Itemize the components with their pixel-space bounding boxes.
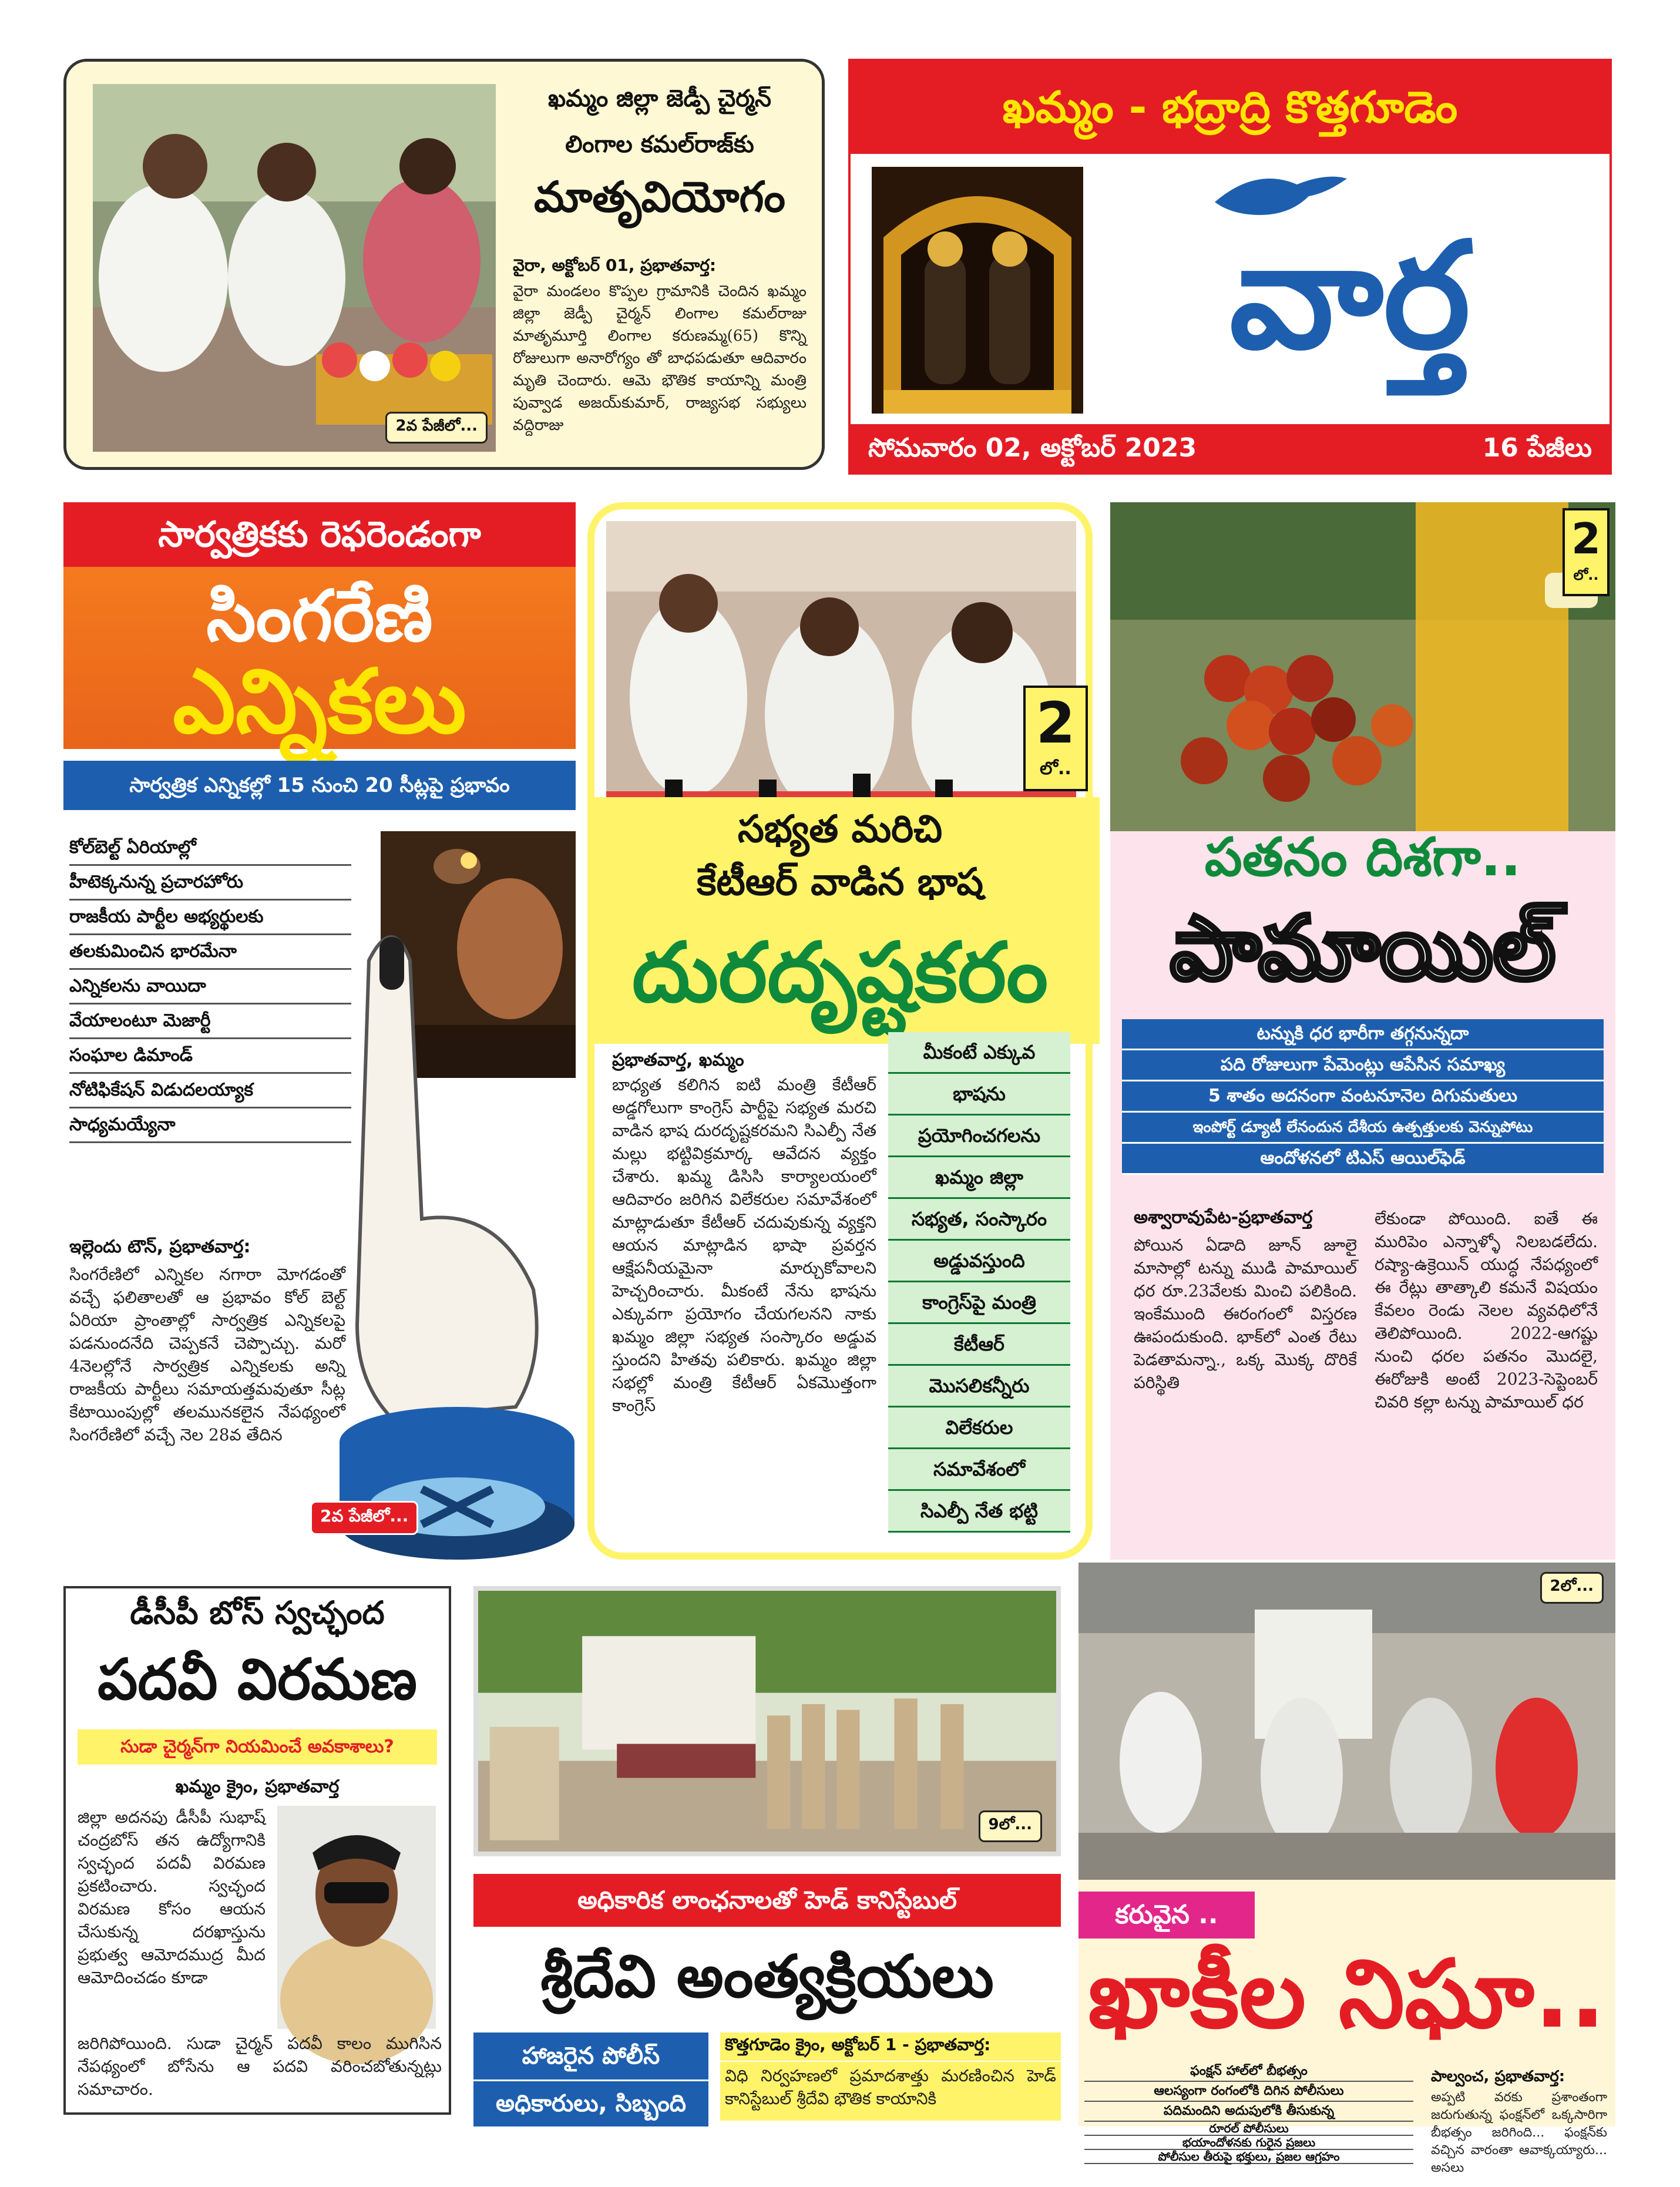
- dsp-dateline: ఖమ్మం క్రైం, ప్రభాతవార్త: [175, 1776, 340, 1797]
- dsp-panel: [63, 1586, 451, 2115]
- list-item: రూరల్ పోలీసులు: [1084, 2122, 1413, 2136]
- palmoil-dateline: అశ్వారావుపేట-ప్రభాతవార్త: [1134, 1207, 1313, 1228]
- page-count: 16 పేజీలు: [1482, 433, 1592, 463]
- palmoil-body-left: పోయిన ఏడాది జూన్ జూలై మాసాల్లో టన్ను ముడి పామాయిల్ ధర రూ.23వేలకు మించి పలికింది. ఇంకేముంది ఈరంగంలో విస్తరణ ఊపందుకుంది. భాక్‌లో ఎంత రేటు పెడతామన్నా., ఒక్క మొక్క దొరికే పరిస్థితి: [1134, 1235, 1357, 1392]
- badge-text: లో..: [1573, 567, 1599, 583]
- ktr-head1: సభ్యత మరిచి: [737, 808, 943, 851]
- list-item: సభ్యత, సంస్కారం: [888, 1199, 1070, 1241]
- sridevi-headline: శ్రీదేవి అంత్యక్రియలు: [540, 1942, 994, 2011]
- singareni-dateline: ఇల్లెందు టౌన్, ప్రభాతవార్త:: [69, 1237, 251, 1257]
- dsp-headline: పదవీ విరమణ: [98, 1647, 417, 1712]
- list-item: తలకుమించిన భారమేనా: [69, 935, 351, 970]
- story-dateline: వైరా, అక్టోబర్ 01, ప్రభాతవార్త:: [513, 256, 717, 275]
- jump-tag[interactable]: 2వ పేజీలో...: [385, 412, 488, 444]
- masthead: [848, 59, 1612, 475]
- khaki-headline: ఖాకీల నిఘా..: [1088, 1939, 1606, 2049]
- list-item: కాంగ్రెస్‌పై మంత్రి: [888, 1282, 1070, 1324]
- list-item: పదిమందిని అదుపులోకి తీసుకున్న: [1084, 2102, 1413, 2122]
- list-item: నోటిఫికేషన్ విడుదలయ్యాక: [69, 1074, 351, 1108]
- palmoil-badge[interactable]: [1563, 508, 1610, 596]
- dsp-portrait: [277, 1806, 436, 2029]
- list-item: ఆలస్యంగా రంగంలోకి దిగిన పోలీసులు: [1084, 2082, 1413, 2102]
- list-item: భాషను: [888, 1074, 1070, 1116]
- singareni-kicker: సార్వత్రికకు రెఫరెండంగా: [63, 502, 576, 567]
- singareni-points: [69, 831, 351, 1143]
- singareni-body: సింగరేణిలో ఎన్నికల నగారా మోగడంతో వచ్చే ఫలితాలతో ఆ ప్రభావం కోల్ బెల్ట్ ఏరియా ప్రాంతాల్లో సార్వత్రిక ఎన్నికలపై పడనుందనేది చెప్పకనే చెప్పొచ్చు. మరో 4నెలల్లోనే సార్వత్రిక ఎన్నికలకు అన్ని రాజకీయ పార్టీలు సమాయత్తమవుతూ సీట్ల కేటాయింపుల్లో తలమునకలైన నేపథ్యంలో సింగరేణిలో వచ్చే నెల 28వ తేదిన: [69, 1265, 345, 1444]
- dsp-body: జిల్లా అదనపు డీసీపీ సుభాష్ చంద్రబోస్ తన ఉద్యోగానికి స్వచ్ఛంద పదవీ విరమణ ప్రకటించారు. స్వచ్ఛంద విరమణ కోసం ఆయన చేసుకున్న దరఖాస్తును ప్రభుత్వ ఆమోదముద్ర మీద ఆమోదించడం కూడా: [78, 1808, 266, 1987]
- ktr-side-points: [888, 1032, 1070, 1533]
- list-item: మీకంటే ఎక్కువ: [888, 1032, 1070, 1074]
- sridevi-side-line2: అధికారులు, సిబ్బంది: [495, 2090, 687, 2117]
- list-item: 5 శాతం అదనంగా వంటనూనెల దిగుమతులు: [1122, 1081, 1604, 1113]
- list-item: హీటెక్కనున్న ప్రచారహోరు: [69, 866, 351, 901]
- ballot-finger-graphic: [322, 913, 569, 1560]
- ktr-head2: కేటీఆర్ వాడిన భాష: [696, 861, 984, 904]
- list-item: మొసలికన్నీరు: [888, 1366, 1070, 1407]
- palmoil-panel: [1110, 502, 1615, 1560]
- temple-photo: [872, 167, 1083, 414]
- dsp-body-cont: జరిగిపోయింది. సుడా చైర్మన్ పదవీ కాలం ముగిసిన నేపథ్యంలో బోసేను ఆ పదవి వరించబోతున్నట్లు సమాచారం.: [78, 2034, 442, 2099]
- funeral-photo: [473, 1586, 1061, 1856]
- issue-date: సోమవారం 02, అక్టోబర్ 2023: [868, 433, 1197, 463]
- list-item: సంఘాల డిమాండ్: [69, 1039, 351, 1074]
- list-item: పది రోజులుగా పేమెంట్లు ఆపేసిన సమాఖ్య: [1122, 1050, 1604, 1081]
- sridevi-side-line1: హాజరైన పోలీస్: [473, 2033, 708, 2081]
- edition-banner: ఖమ్మం - భద్రాద్రి కొత్తగూడెం: [851, 61, 1610, 154]
- sridevi-body: విధి నిర్వహణలో ప్రమాదశాత్తు మరణించిన హెడ్ కానిస్టేబుల్ శ్రీదేవి భౌతిక కాయానికి: [720, 2062, 1061, 2121]
- story-kicker: ఖమ్మం జిల్లా జెడ్పీ చైర్మన్: [548, 85, 771, 112]
- ktr-headline: దురదృష్టకరం: [631, 925, 1049, 1021]
- badge-number: 2: [1036, 690, 1076, 756]
- sridevi-panel: [473, 1586, 1061, 2126]
- palm-fruit-photo: [1110, 502, 1615, 831]
- zp-chairman-photo: [93, 84, 496, 452]
- singareni-title: సింగరేణి: [206, 576, 433, 657]
- story-subhead: లింగాల కమల్‌రాజ్‌కు: [565, 131, 754, 158]
- ktr-dateline: ప్రభాతవార్త, ఖమ్మం: [612, 1050, 744, 1070]
- list-item: విలేకరుల: [888, 1407, 1070, 1449]
- jump-tag[interactable]: 9లో...: [979, 1810, 1042, 1842]
- elections-title: ఎన్నికలు: [173, 651, 466, 753]
- khaki-panel: [1078, 1563, 1615, 2175]
- list-item: వేయాలంటూ మెజార్టీ: [69, 1005, 351, 1039]
- story-headline: మాతృవియోగం: [534, 172, 785, 221]
- khaki-points: [1084, 2062, 1413, 2164]
- palmoil-points: [1122, 1019, 1604, 1175]
- list-item: ఫంక్షన్ హాల్‌లో బీభత్సం: [1084, 2062, 1413, 2082]
- ktr-badge[interactable]: [1023, 686, 1088, 791]
- list-item: ఖమ్మం జిల్లా: [888, 1157, 1070, 1199]
- singareni-panel: [63, 502, 576, 1560]
- list-item: కేటీఆర్: [888, 1324, 1070, 1366]
- function-hall-photo: [1078, 1563, 1615, 1880]
- badge-text: లో..: [1040, 758, 1071, 779]
- list-item: టన్నుకి ధర భారీగా తగ్గనున్నదా: [1122, 1019, 1604, 1050]
- jump-tag[interactable]: 2వ పేజీలో...: [310, 1501, 418, 1535]
- palmoil-body-right: లేకుండా పోయింది. ఐతే ఈ మురిపెం ఎన్నాళ్ళో నిలబడలేదు. రష్యా-ఉక్రెయిన్ యుద్ధ నేపధ్యంలో ఈ రేట్లు తాత్కాలి కమనే విషయం కేవలం రెండు నెలల వ్యవధిలోనే తెలిపోయింది. 2022-ఆగష్టు నుంచి ధరల పతనం మొదలై, ఈరోజుకి అంటే 2023-సెప్టెంబర్ చివరి కల్లా టన్ను పామాయిల్ ధర: [1375, 1209, 1598, 1412]
- list-item: సాధ్యమయ్యేనా: [69, 1108, 351, 1143]
- list-item: ఆందోళనలో టిఎస్ ఆయిల్‌ఫెడ్: [1122, 1144, 1604, 1175]
- dsp-strap: సుడా చైర్మన్‌గా నియమించే అవకాశాలు?: [78, 1729, 437, 1765]
- list-item: అడ్డువస్తుంది: [888, 1241, 1070, 1282]
- list-item: సిఎల్పీ నేత భట్టి: [888, 1491, 1070, 1533]
- sridevi-dateline: కొత్తగూడెం క్రైం, అక్టోబర్ 1 - ప్రభాతవార్త:: [720, 2033, 1061, 2061]
- top-story-box: [63, 59, 825, 470]
- list-item: ఎన్నికలను వాయిదా: [69, 970, 351, 1005]
- list-item: ప్రయోగించగలను: [888, 1116, 1070, 1157]
- ktr-panel: [587, 502, 1093, 1560]
- khaki-kicker: కరువైన ..: [1078, 1892, 1255, 1939]
- khaki-body: అప్పటి వరకు ప్రశాంతంగా జరుగుతున్న ఫంక్షన్‌లో ఒక్కసారిగా బీభత్సం జరిగింది... ఫంక్షన్‌కు వచ్చిన వారంతా ఆవాక్కయ్యారు... అసలు: [1431, 2090, 1607, 2175]
- list-item: సమావేశంలో: [888, 1449, 1070, 1491]
- palmoil-headline: పామాయిల్: [1170, 898, 1556, 1000]
- palmoil-kicker: పతనం దిశగా..: [1204, 827, 1521, 888]
- singareni-header-bg: [63, 567, 576, 753]
- sridevi-side-box: [473, 2033, 708, 2126]
- list-item: కోల్‌బెల్ట్ ఏరియాల్లో: [69, 831, 351, 866]
- list-item: ఇంపోర్ట్ డ్యూటీ లేనందున దేశీయ ఉత్పత్తులకు వెన్నుపోటు: [1122, 1113, 1604, 1144]
- dsp-kicker: డీసీపీ బోస్ స్వచ్ఛంద: [130, 1594, 385, 1631]
- list-item: పోలీసుల తీరుపై భక్తులు, ప్రజల ఆగ్రహం: [1084, 2150, 1413, 2164]
- story-body: వైరా మండలం కొప్పల గ్రామానికి చెందిన ఖమ్మం జిల్లా జెడ్పీ చైర్మన్ లింగాల కమల్‌రాజు మాతృమూర్తి లింగాల కరుణమ్మ(65) కొన్ని రోజులుగా అనారోగ్యం తో బాధపడుతూ ఆదివారం మృతి చెందారు. ఆమె భౌతిక కాయాన్ని మంత్రి పువ్వాడ అజయ్‌కుమార్, రాజ్యసభ సభ్యులు వద్దిరాజు: [513, 283, 807, 434]
- sridevi-kicker: అధికారిక లాంఛనాలతో హెడ్ కానిస్టేబుల్: [473, 1874, 1061, 1927]
- jump-tag[interactable]: 2లో...: [1540, 1572, 1604, 1604]
- list-item: భయాందోళనకు గురైన ప్రజలు: [1084, 2136, 1413, 2150]
- ktr-body: బాధ్యత కలిగిన ఐటి మంత్రి కేటీఆర్ అడ్డగోలుగా కాంగ్రెస్ పార్టీపై సభ్యత మరచి వాడిన భాష దురదృష్టకరమని సిఎల్పీ నేత మల్లు భట్టివిక్రమార్క ఆవేదన వ్యక్తం చేశారు. ఖమ్మ డిసిసి కార్యాలయంలో ఆదివారం జరిగిన విలేకరుల సమావేశంలో మాట్లాడుతూ కేటీఆర్ చదువుకున్న వ్యక్తని ఆయన మాట్లాడిన భాషా ప్రవర్తన ఆక్షేపనీయమైనా మార్చుకోవాలని హెచ్చరించారు. మీకంటే నేను భాషను ఎక్కువగా ప్రయోగం చేయగలనని నాకు ఖమ్మం జిల్లా సభ్యత సంస్కారం అడ్డువ స్తుందని హితవు పలికారు. ఖమ్మం జిల్లా సభల్లో మంత్రి కేటీఆర్ ఏకమొత్తంగా కాంగ్రెస్: [612, 1075, 876, 1415]
- badge-number: 2: [1571, 514, 1601, 563]
- khaki-dateline: పాల్వంచ, ప్రభాతవార్త:: [1431, 2068, 1565, 2085]
- list-item: రాజకీయ పార్టీల అభ్యర్థులకు: [69, 901, 351, 935]
- singareni-strap: సార్వత్రిక ఎన్నికల్లో 15 నుంచి 20 సీట్లపై ప్రభావం: [63, 761, 576, 810]
- paper-name: వార్త: [1229, 210, 1471, 381]
